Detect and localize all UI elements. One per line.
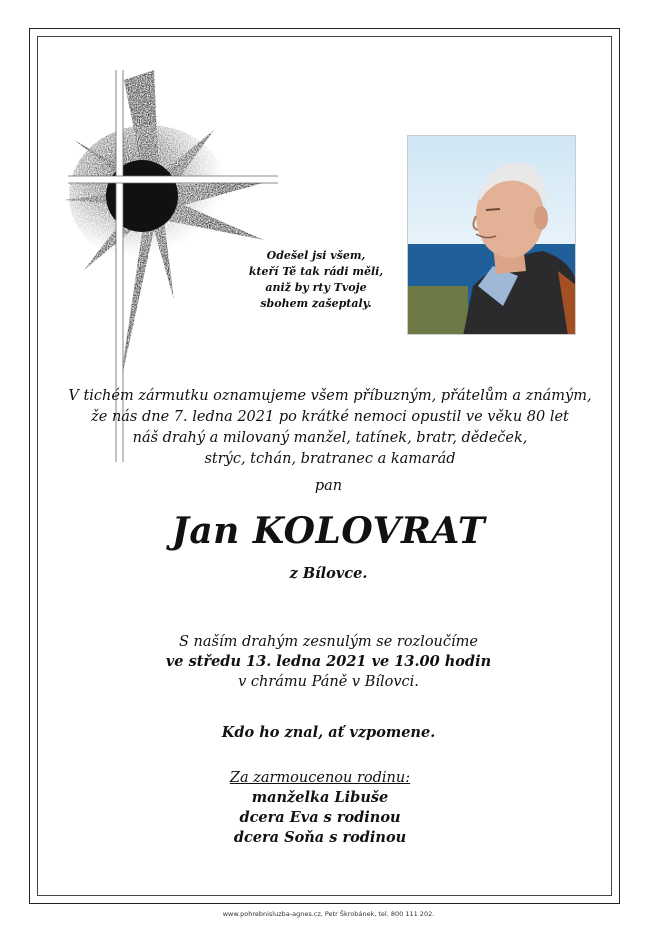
footer-contact: www.pohrebnisluzba-agnes.cz, Petr Škrobánek, tel. 800 111 202. [222, 910, 435, 918]
poem-line: Odešel jsi všem, [266, 249, 366, 262]
poem [236, 248, 396, 312]
deceased-origin: z Bílovce. [289, 565, 368, 582]
announcement-line: strýc, tchán, bratranec a kamarád [204, 451, 456, 467]
family-section [0, 768, 640, 848]
deceased-name: Jan KOLOVRAT [171, 510, 486, 552]
poem-line: aniž by rty Tvoje [265, 281, 367, 294]
announcement [60, 386, 600, 470]
announcement-line: V tichém zármutku oznamujeme všem příbuzným, přátelům a známým, [68, 388, 592, 404]
farewell-datetime: ve středu 13. ledna 2021 ve 13.00 hodin [165, 653, 492, 670]
announcement-line: náš drahý a milovaný manžel, tatínek, bratr, dědeček, [132, 430, 528, 446]
title-pan: pan [314, 478, 343, 494]
farewell-place: v chrámu Páně v Bílovci. [238, 674, 419, 690]
family-member: manželka Libuše [251, 789, 389, 806]
family-member: dcera Eva s rodinou [239, 809, 401, 826]
poem-line: kteří Tě tak rádi měli, [248, 265, 384, 278]
farewell-info [0, 632, 657, 692]
portrait-photo [407, 135, 576, 335]
farewell-line: S naším drahým zesnulým se rozloučíme [179, 634, 478, 650]
family-member: dcera Soňa s rodinou [233, 829, 407, 846]
family-heading: Za zarmoucenou rodinu: [229, 770, 411, 786]
motto: Kdo ho znal, ať vzpomene. [221, 724, 436, 741]
announcement-line: že nás dne 7. ledna 2021 po krátké nemoci opustil ve věku 80 let [91, 409, 569, 425]
poem-line: sbohem zašeptaly. [260, 297, 372, 310]
